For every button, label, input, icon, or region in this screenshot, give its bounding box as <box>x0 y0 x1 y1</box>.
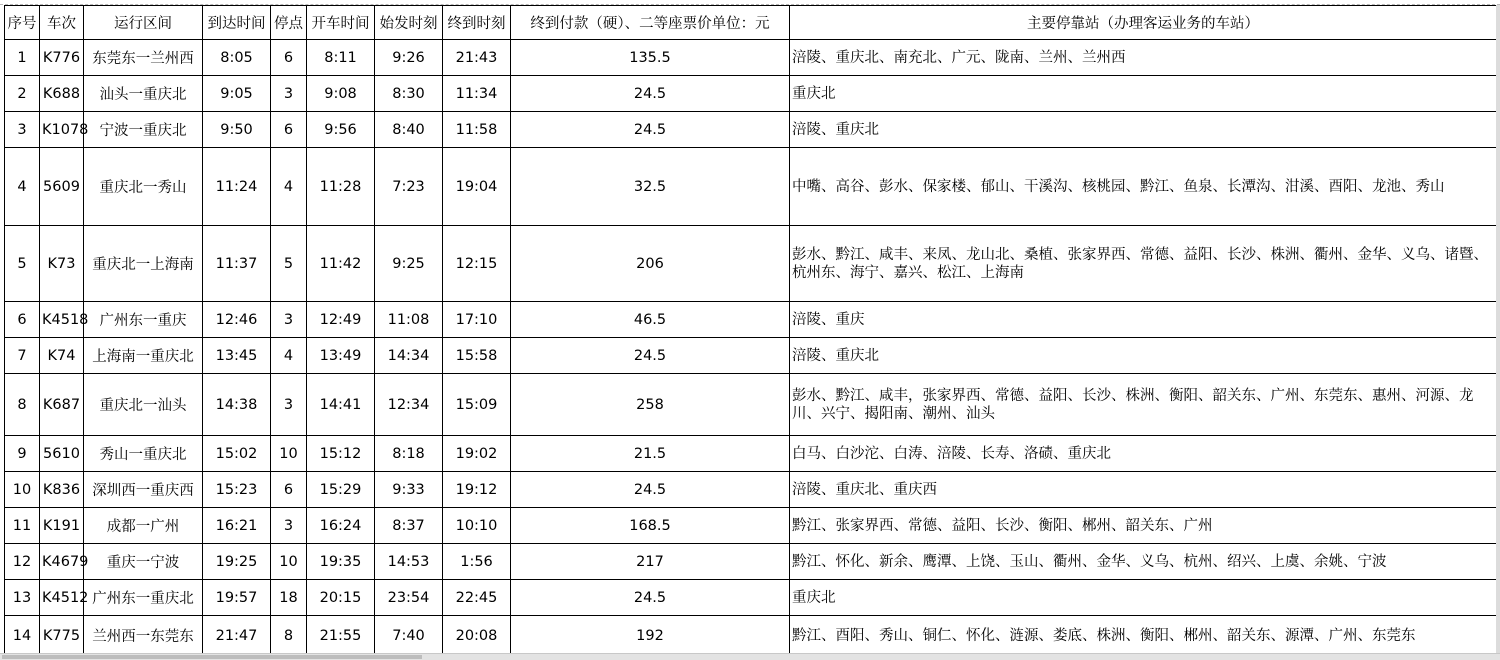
cell-departure-time[interactable]: 20:15 <box>307 580 375 616</box>
cell-main-stops[interactable]: 涪陵、重庆北 <box>790 112 1497 148</box>
cell-index[interactable]: 11 <box>5 508 40 544</box>
cell-route[interactable]: 东莞东一兰州西 <box>84 40 203 76</box>
cell-arrival-time[interactable]: 16:21 <box>203 508 271 544</box>
cell-origin-time[interactable]: 8:40 <box>375 112 443 148</box>
cell-train-number[interactable]: K775 <box>40 616 84 656</box>
cell-terminal-time[interactable]: 15:58 <box>443 338 511 374</box>
cell-origin-time[interactable]: 11:08 <box>375 302 443 338</box>
cell-route[interactable]: 秀山一重庆北 <box>84 436 203 472</box>
table-row <box>5 76 1497 112</box>
cell-terminal-time[interactable]: 12:15 <box>443 226 511 302</box>
cell-fare[interactable]: 24.5 <box>511 472 790 508</box>
cell-fare[interactable]: 24.5 <box>511 112 790 148</box>
train-schedule-table <box>4 5 1497 656</box>
cell-stop-minutes[interactable]: 3 <box>271 508 307 544</box>
table-row <box>5 508 1497 544</box>
cell-train-number[interactable]: K4679 <box>40 544 84 580</box>
cell-stop-minutes[interactable]: 4 <box>271 338 307 374</box>
header-cell-fare[interactable]: 终到付款（硬）、二等座票价单位：元 <box>511 6 790 40</box>
cell-stop-minutes[interactable]: 5 <box>271 226 307 302</box>
cell-index[interactable]: 5 <box>5 226 40 302</box>
cell-arrival-time[interactable]: 8:05 <box>203 40 271 76</box>
cell-fare[interactable]: 32.5 <box>511 148 790 226</box>
cell-main-stops[interactable]: 涪陵、重庆 <box>790 302 1497 338</box>
cell-train-number[interactable]: K74 <box>40 338 84 374</box>
cell-arrival-time[interactable]: 19:57 <box>203 580 271 616</box>
cell-terminal-time[interactable]: 22:45 <box>443 580 511 616</box>
cell-index[interactable]: 7 <box>5 338 40 374</box>
cell-terminal-time[interactable]: 10:10 <box>443 508 511 544</box>
cell-arrival-time[interactable]: 11:24 <box>203 148 271 226</box>
cell-index[interactable]: 3 <box>5 112 40 148</box>
cell-stop-minutes[interactable]: 6 <box>271 40 307 76</box>
cell-route[interactable]: 上海南一重庆北 <box>84 338 203 374</box>
cell-main-stops[interactable]: 涪陵、重庆北 <box>790 338 1497 374</box>
table-row <box>5 472 1497 508</box>
cell-fare[interactable]: 24.5 <box>511 76 790 112</box>
cell-stop-minutes[interactable]: 6 <box>271 472 307 508</box>
cell-index[interactable]: 1 <box>5 40 40 76</box>
cell-route[interactable]: 广州东一重庆北 <box>84 580 203 616</box>
header-cell-terminal-time[interactable]: 终到时刻 <box>443 6 511 40</box>
cell-departure-time[interactable]: 16:24 <box>307 508 375 544</box>
table-row <box>5 544 1497 580</box>
cell-stop-minutes[interactable]: 3 <box>271 76 307 112</box>
cell-index[interactable]: 13 <box>5 580 40 616</box>
cell-terminal-time[interactable]: 19:12 <box>443 472 511 508</box>
table-row <box>5 226 1497 302</box>
cell-terminal-time[interactable]: 17:10 <box>443 302 511 338</box>
table-row <box>5 580 1497 616</box>
header-cell-origin-time[interactable]: 始发时刻 <box>375 6 443 40</box>
cell-main-stops[interactable]: 黔江、张家界西、常德、益阳、长沙、衡阳、郴州、韶关东、广州 <box>790 508 1497 544</box>
cell-departure-time[interactable]: 9:56 <box>307 112 375 148</box>
cell-departure-time[interactable]: 19:35 <box>307 544 375 580</box>
header-cell-departure-time[interactable]: 开车时间 <box>307 6 375 40</box>
cell-train-number[interactable]: K4512 <box>40 580 84 616</box>
cell-index[interactable]: 6 <box>5 302 40 338</box>
cell-index[interactable]: 8 <box>5 374 40 436</box>
cell-origin-time[interactable]: 14:53 <box>375 544 443 580</box>
cell-terminal-time[interactable]: 19:04 <box>443 148 511 226</box>
cell-fare[interactable]: 258 <box>511 374 790 436</box>
table-row <box>5 616 1497 656</box>
cell-fare[interactable]: 206 <box>511 226 790 302</box>
cell-main-stops[interactable]: 涪陵、重庆北、南充北、广元、陇南、兰州、兰州西 <box>790 40 1497 76</box>
cell-terminal-time[interactable]: 20:08 <box>443 616 511 656</box>
cell-index[interactable]: 4 <box>5 148 40 226</box>
cell-main-stops[interactable]: 彭水、黔江、咸丰，张家界西、常德、益阳、长沙、株洲、衡阳、韶关东、广州、东莞东、惠州、河源、龙川、兴宁、揭阳南、潮州、汕头 <box>790 374 1497 436</box>
cell-route[interactable]: 重庆北一秀山 <box>84 148 203 226</box>
table-row <box>5 436 1497 472</box>
cell-departure-time[interactable]: 8:11 <box>307 40 375 76</box>
cell-arrival-time[interactable]: 9:05 <box>203 76 271 112</box>
cell-main-stops[interactable]: 重庆北 <box>790 580 1497 616</box>
table-row <box>5 374 1497 436</box>
cell-departure-time[interactable]: 11:28 <box>307 148 375 226</box>
cell-stop-minutes[interactable]: 8 <box>271 616 307 656</box>
cell-stop-minutes[interactable]: 3 <box>271 374 307 436</box>
cell-main-stops[interactable]: 白马、白沙沱、白涛、涪陵、长寿、洛碛、重庆北 <box>790 436 1497 472</box>
cell-fare[interactable]: 168.5 <box>511 508 790 544</box>
cell-main-stops[interactable]: 黔江、酉阳、秀山、铜仁、怀化、涟源、娄底、株洲、衡阳、郴州、韶关东、源潭、广州、东莞东 <box>790 616 1497 656</box>
schedule-body <box>5 40 1497 656</box>
cell-route[interactable]: 宁波一重庆北 <box>84 112 203 148</box>
cell-terminal-time[interactable]: 19:02 <box>443 436 511 472</box>
cell-route[interactable]: 深圳西一重庆西 <box>84 472 203 508</box>
cell-route[interactable]: 重庆一宁波 <box>84 544 203 580</box>
cell-departure-time[interactable]: 12:49 <box>307 302 375 338</box>
cell-route[interactable]: 重庆北一上海南 <box>84 226 203 302</box>
cell-departure-time[interactable]: 13:49 <box>307 338 375 374</box>
cell-train-number[interactable]: K688 <box>40 76 84 112</box>
cell-terminal-time[interactable]: 21:43 <box>443 40 511 76</box>
cell-departure-time[interactable]: 15:12 <box>307 436 375 472</box>
header-cell-main-stops[interactable]: 主要停靠站（办理客运业务的车站） <box>790 6 1497 40</box>
cell-main-stops[interactable]: 中嘴、高谷、彭水、保家楼、郁山、干溪沟、核桃园、黔江、鱼泉、长潭沟、泔溪、酉阳、龙池、秀山 <box>790 148 1497 226</box>
cell-route[interactable]: 汕头一重庆北 <box>84 76 203 112</box>
cell-index[interactable]: 10 <box>5 472 40 508</box>
cell-route[interactable]: 兰州西一东莞东 <box>84 616 203 656</box>
column-edge <box>1496 5 1500 659</box>
cell-fare[interactable]: 135.5 <box>511 40 790 76</box>
cell-main-stops[interactable]: 涪陵、重庆北、重庆西 <box>790 472 1497 508</box>
cell-terminal-time[interactable]: 1:56 <box>443 544 511 580</box>
cell-origin-time[interactable]: 9:25 <box>375 226 443 302</box>
cell-fare[interactable]: 217 <box>511 544 790 580</box>
cell-origin-time[interactable]: 8:37 <box>375 508 443 544</box>
cell-train-number[interactable]: 5610 <box>40 436 84 472</box>
cell-terminal-time[interactable]: 11:58 <box>443 112 511 148</box>
cell-departure-time[interactable]: 9:08 <box>307 76 375 112</box>
cell-origin-time[interactable]: 8:30 <box>375 76 443 112</box>
cell-stop-minutes[interactable]: 6 <box>271 112 307 148</box>
header-cell-train-number[interactable]: 车次 <box>40 6 84 40</box>
cell-arrival-time[interactable]: 12:46 <box>203 302 271 338</box>
cell-train-number[interactable]: K776 <box>40 40 84 76</box>
cell-stop-minutes[interactable]: 3 <box>271 302 307 338</box>
cell-stop-minutes[interactable]: 10 <box>271 544 307 580</box>
cell-departure-time[interactable]: 11:42 <box>307 226 375 302</box>
header-cell-route[interactable]: 运行区间 <box>84 6 203 40</box>
cell-route[interactable]: 广州东一重庆 <box>84 302 203 338</box>
cell-train-number[interactable]: K1078 <box>40 112 84 148</box>
cell-main-stops[interactable]: 黔江、怀化、新余、鹰潭、上饶、玉山、衢州、金华、义乌、杭州、绍兴、上虞、余姚、宁波 <box>790 544 1497 580</box>
table-row <box>5 40 1497 76</box>
cell-train-number[interactable]: K836 <box>40 472 84 508</box>
cell-departure-time[interactable]: 21:55 <box>307 616 375 656</box>
horizontal-scrollbar[interactable] <box>0 653 1500 660</box>
cell-origin-time[interactable]: 7:40 <box>375 616 443 656</box>
cell-terminal-time[interactable]: 15:09 <box>443 374 511 436</box>
cell-arrival-time[interactable]: 9:50 <box>203 112 271 148</box>
cell-train-number[interactable]: K191 <box>40 508 84 544</box>
cell-main-stops[interactable]: 重庆北 <box>790 76 1497 112</box>
cell-origin-time[interactable]: 8:18 <box>375 436 443 472</box>
cell-fare[interactable]: 24.5 <box>511 338 790 374</box>
cell-terminal-time[interactable]: 11:34 <box>443 76 511 112</box>
header-cell-arrival-time[interactable]: 到达时间 <box>203 6 271 40</box>
cell-stop-minutes[interactable]: 18 <box>271 580 307 616</box>
header-row <box>5 6 1497 40</box>
cell-train-number[interactable]: K687 <box>40 374 84 436</box>
cell-fare[interactable]: 192 <box>511 616 790 656</box>
cell-index[interactable]: 9 <box>5 436 40 472</box>
cell-arrival-time[interactable]: 14:38 <box>203 374 271 436</box>
cell-train-number[interactable]: 5609 <box>40 148 84 226</box>
cell-fare[interactable]: 46.5 <box>511 302 790 338</box>
cell-origin-time[interactable]: 9:26 <box>375 40 443 76</box>
cell-arrival-time[interactable]: 19:25 <box>203 544 271 580</box>
cell-stop-minutes[interactable]: 4 <box>271 148 307 226</box>
cell-arrival-time[interactable]: 21:47 <box>203 616 271 656</box>
table-row <box>5 148 1497 226</box>
header-cell-stop-minutes[interactable]: 停点 <box>271 6 307 40</box>
scrollbar-thumb[interactable] <box>2 655 422 659</box>
cell-origin-time[interactable]: 23:54 <box>375 580 443 616</box>
cell-origin-time[interactable]: 14:34 <box>375 338 443 374</box>
cell-origin-time[interactable]: 9:33 <box>375 472 443 508</box>
cell-fare[interactable]: 24.5 <box>511 580 790 616</box>
cell-train-number[interactable]: K73 <box>40 226 84 302</box>
cell-train-number[interactable]: K4518 <box>40 302 84 338</box>
cell-arrival-time[interactable]: 11:37 <box>203 226 271 302</box>
cell-index[interactable]: 12 <box>5 544 40 580</box>
cell-main-stops[interactable]: 彭水、黔江、咸丰、来凤、龙山北、桑植、张家界西、常德、益阳、长沙、株洲、衢州、金华、义乌、诸暨、杭州东、海宁、嘉兴、松江、上海南 <box>790 226 1497 302</box>
cell-origin-time[interactable]: 7:23 <box>375 148 443 226</box>
cell-origin-time[interactable]: 12:34 <box>375 374 443 436</box>
cell-departure-time[interactable]: 15:29 <box>307 472 375 508</box>
table-row <box>5 302 1497 338</box>
cell-arrival-time[interactable]: 15:23 <box>203 472 271 508</box>
cell-route[interactable]: 重庆北一汕头 <box>84 374 203 436</box>
cell-arrival-time[interactable]: 13:45 <box>203 338 271 374</box>
cell-index[interactable]: 2 <box>5 76 40 112</box>
cell-departure-time[interactable]: 14:41 <box>307 374 375 436</box>
table-row <box>5 112 1497 148</box>
cell-route[interactable]: 成都一广州 <box>84 508 203 544</box>
cell-fare[interactable]: 21.5 <box>511 436 790 472</box>
cell-stop-minutes[interactable]: 10 <box>271 436 307 472</box>
table-row <box>5 338 1497 374</box>
cell-arrival-time[interactable]: 15:02 <box>203 436 271 472</box>
cell-index[interactable]: 14 <box>5 616 40 656</box>
header-cell-index[interactable]: 序号 <box>5 6 40 40</box>
